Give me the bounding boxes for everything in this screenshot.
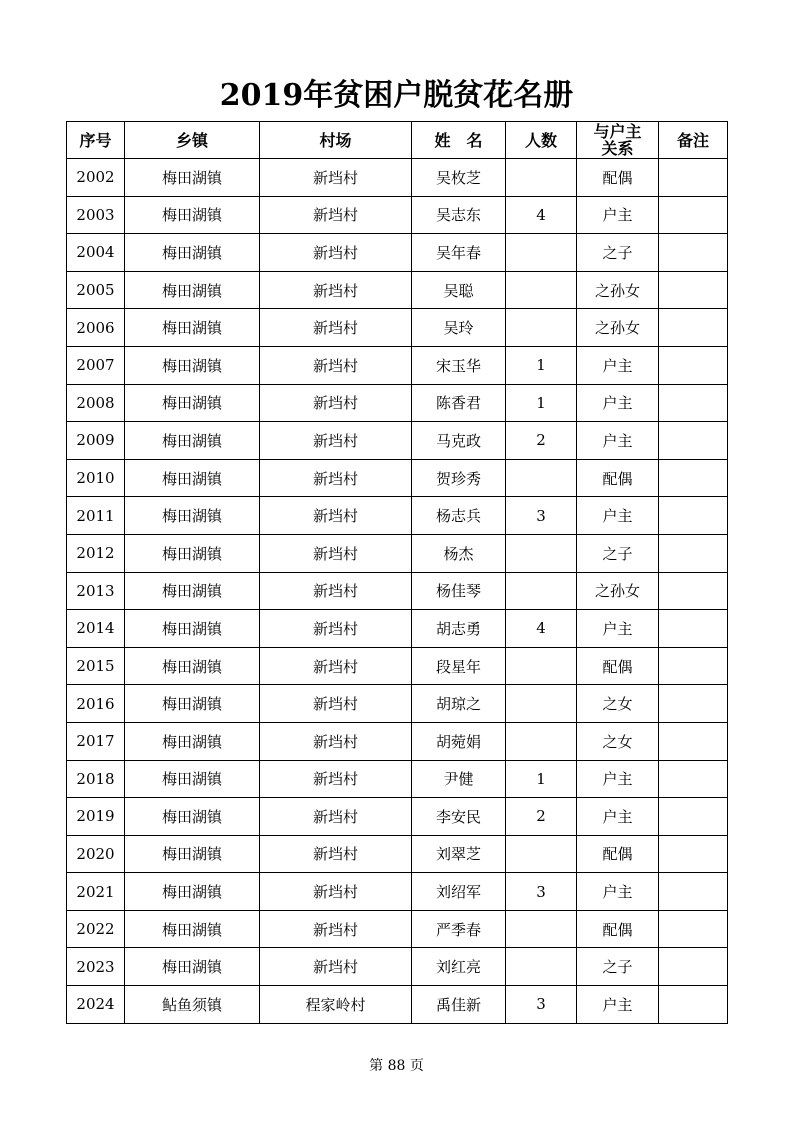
table-row <box>67 910 728 948</box>
relation-cell: 之子 <box>577 234 659 272</box>
remarks-cell <box>659 497 728 535</box>
serial-cell: 2002 <box>67 159 125 197</box>
table-row <box>67 835 728 873</box>
count-cell: 1 <box>506 346 577 384</box>
remarks-cell <box>659 647 728 685</box>
town-cell: 梅田湖镇 <box>125 459 260 497</box>
serial-cell: 2018 <box>67 760 125 798</box>
remarks-cell <box>659 384 728 422</box>
village-cell: 新垱村 <box>260 572 412 610</box>
remarks-cell <box>659 910 728 948</box>
header-name: 姓 名 <box>412 122 506 159</box>
village-cell: 新垱村 <box>260 459 412 497</box>
serial-cell: 2010 <box>67 459 125 497</box>
name-cell: 陈香君 <box>412 384 506 422</box>
town-cell: 梅田湖镇 <box>125 309 260 347</box>
remarks-cell <box>659 534 728 572</box>
town-cell: 梅田湖镇 <box>125 196 260 234</box>
town-cell: 梅田湖镇 <box>125 271 260 309</box>
town-cell: 梅田湖镇 <box>125 873 260 911</box>
name-cell: 刘红亮 <box>412 948 506 986</box>
remarks-cell <box>659 309 728 347</box>
remarks-cell <box>659 948 728 986</box>
count-cell <box>506 835 577 873</box>
serial-cell: 2003 <box>67 196 125 234</box>
table-row <box>67 798 728 836</box>
relation-cell: 户主 <box>577 760 659 798</box>
count-cell <box>506 459 577 497</box>
serial-cell: 2021 <box>67 873 125 911</box>
serial-cell: 2024 <box>67 986 125 1024</box>
table-row <box>67 196 728 234</box>
remarks-cell <box>659 798 728 836</box>
town-cell: 鲇鱼须镇 <box>125 986 260 1024</box>
name-cell: 宋玉华 <box>412 346 506 384</box>
village-cell: 新垱村 <box>260 910 412 948</box>
table-row <box>67 610 728 648</box>
relation-cell: 之孙女 <box>577 309 659 347</box>
town-cell: 梅田湖镇 <box>125 422 260 460</box>
village-cell: 新垱村 <box>260 422 412 460</box>
town-cell: 梅田湖镇 <box>125 647 260 685</box>
table-row <box>67 647 728 685</box>
count-cell: 3 <box>506 986 577 1024</box>
table-row <box>67 497 728 535</box>
table-row <box>67 722 728 760</box>
name-cell: 胡琼之 <box>412 685 506 723</box>
remarks-cell <box>659 459 728 497</box>
count-cell <box>506 234 577 272</box>
name-cell: 吴枚芝 <box>412 159 506 197</box>
name-cell: 段星年 <box>412 647 506 685</box>
relation-cell: 户主 <box>577 497 659 535</box>
count-cell: 3 <box>506 497 577 535</box>
header-town: 乡镇 <box>125 122 260 159</box>
remarks-cell <box>659 760 728 798</box>
remarks-cell <box>659 159 728 197</box>
village-cell: 新垱村 <box>260 722 412 760</box>
relation-cell: 户主 <box>577 610 659 648</box>
relation-cell: 之子 <box>577 948 659 986</box>
roster-table <box>66 121 728 1024</box>
count-cell: 2 <box>506 798 577 836</box>
town-cell: 梅田湖镇 <box>125 760 260 798</box>
town-cell: 梅田湖镇 <box>125 722 260 760</box>
remarks-cell <box>659 422 728 460</box>
table-row <box>67 459 728 497</box>
relation-cell: 之子 <box>577 534 659 572</box>
relation-cell: 户主 <box>577 798 659 836</box>
table-header-row <box>67 122 728 159</box>
serial-cell: 2006 <box>67 309 125 347</box>
count-cell <box>506 534 577 572</box>
serial-cell: 2011 <box>67 497 125 535</box>
count-cell <box>506 685 577 723</box>
serial-cell: 2017 <box>67 722 125 760</box>
name-cell: 杨志兵 <box>412 497 506 535</box>
remarks-cell <box>659 271 728 309</box>
relation-cell: 配偶 <box>577 910 659 948</box>
header-count: 人数 <box>506 122 577 159</box>
village-cell: 新垱村 <box>260 760 412 798</box>
name-cell: 杨佳琴 <box>412 572 506 610</box>
serial-cell: 2013 <box>67 572 125 610</box>
relation-cell: 之孙女 <box>577 271 659 309</box>
serial-cell: 2016 <box>67 685 125 723</box>
name-cell: 吴聪 <box>412 271 506 309</box>
name-cell: 吴玲 <box>412 309 506 347</box>
count-cell: 1 <box>506 760 577 798</box>
relation-cell: 户主 <box>577 873 659 911</box>
name-cell: 刘翠芝 <box>412 835 506 873</box>
count-cell: 4 <box>506 196 577 234</box>
table-row <box>67 572 728 610</box>
town-cell: 梅田湖镇 <box>125 234 260 272</box>
relation-cell: 户主 <box>577 384 659 422</box>
remarks-cell <box>659 873 728 911</box>
town-cell: 梅田湖镇 <box>125 384 260 422</box>
village-cell: 新垱村 <box>260 384 412 422</box>
town-cell: 梅田湖镇 <box>125 497 260 535</box>
village-cell: 新垱村 <box>260 835 412 873</box>
village-cell: 新垱村 <box>260 873 412 911</box>
name-cell: 刘绍军 <box>412 873 506 911</box>
table-body <box>67 159 728 1024</box>
header-village: 村场 <box>260 122 412 159</box>
table-row <box>67 948 728 986</box>
header-serial: 序号 <box>67 122 125 159</box>
table-row <box>67 346 728 384</box>
relation-cell: 配偶 <box>577 159 659 197</box>
village-cell: 新垱村 <box>260 159 412 197</box>
village-cell: 新垱村 <box>260 196 412 234</box>
name-cell: 禹佳新 <box>412 986 506 1024</box>
name-cell: 严季春 <box>412 910 506 948</box>
remarks-cell <box>659 572 728 610</box>
table-row <box>67 760 728 798</box>
village-cell: 新垱村 <box>260 685 412 723</box>
remarks-cell <box>659 685 728 723</box>
table-row <box>67 873 728 911</box>
name-cell: 吴志东 <box>412 196 506 234</box>
serial-cell: 2004 <box>67 234 125 272</box>
relation-cell: 之女 <box>577 685 659 723</box>
count-cell <box>506 572 577 610</box>
village-cell: 新垱村 <box>260 309 412 347</box>
relation-cell: 户主 <box>577 346 659 384</box>
village-cell: 新垱村 <box>260 497 412 535</box>
document-title: 2019年贫困户脱贫花名册 <box>219 78 574 113</box>
count-cell: 2 <box>506 422 577 460</box>
town-cell: 梅田湖镇 <box>125 835 260 873</box>
remarks-cell <box>659 610 728 648</box>
count-cell <box>506 722 577 760</box>
count-cell: 3 <box>506 873 577 911</box>
serial-cell: 2022 <box>67 910 125 948</box>
table-row <box>67 309 728 347</box>
town-cell: 梅田湖镇 <box>125 910 260 948</box>
town-cell: 梅田湖镇 <box>125 610 260 648</box>
village-cell: 新垱村 <box>260 534 412 572</box>
town-cell: 梅田湖镇 <box>125 685 260 723</box>
serial-cell: 2007 <box>67 346 125 384</box>
serial-cell: 2009 <box>67 422 125 460</box>
remarks-cell <box>659 234 728 272</box>
name-cell: 吴年春 <box>412 234 506 272</box>
town-cell: 梅田湖镇 <box>125 159 260 197</box>
serial-cell: 2023 <box>67 948 125 986</box>
town-cell: 梅田湖镇 <box>125 948 260 986</box>
name-cell: 胡菀娟 <box>412 722 506 760</box>
serial-cell: 2005 <box>67 271 125 309</box>
count-cell <box>506 910 577 948</box>
count-cell: 4 <box>506 610 577 648</box>
relation-cell: 户主 <box>577 986 659 1024</box>
header-relation: 与户主 关系 <box>577 122 659 159</box>
village-cell: 新垱村 <box>260 346 412 384</box>
table-row <box>67 986 728 1024</box>
village-cell: 新垱村 <box>260 948 412 986</box>
name-cell: 杨杰 <box>412 534 506 572</box>
remarks-cell <box>659 986 728 1024</box>
village-cell: 程家岭村 <box>260 986 412 1024</box>
count-cell <box>506 647 577 685</box>
table-row <box>67 685 728 723</box>
serial-cell: 2012 <box>67 534 125 572</box>
table-row <box>67 534 728 572</box>
village-cell: 新垱村 <box>260 610 412 648</box>
town-cell: 梅田湖镇 <box>125 534 260 572</box>
serial-cell: 2015 <box>67 647 125 685</box>
table-row <box>67 234 728 272</box>
serial-cell: 2008 <box>67 384 125 422</box>
name-cell: 贺珍秀 <box>412 459 506 497</box>
relation-cell: 之女 <box>577 722 659 760</box>
header-remarks: 备注 <box>659 122 728 159</box>
name-cell: 李安民 <box>412 798 506 836</box>
count-cell: 1 <box>506 384 577 422</box>
town-cell: 梅田湖镇 <box>125 346 260 384</box>
count-cell <box>506 159 577 197</box>
table-row <box>67 159 728 197</box>
name-cell: 尹健 <box>412 760 506 798</box>
table-row <box>67 422 728 460</box>
village-cell: 新垱村 <box>260 271 412 309</box>
village-cell: 新垱村 <box>260 234 412 272</box>
serial-cell: 2020 <box>67 835 125 873</box>
village-cell: 新垱村 <box>260 647 412 685</box>
town-cell: 梅田湖镇 <box>125 798 260 836</box>
relation-cell: 户主 <box>577 196 659 234</box>
serial-cell: 2019 <box>67 798 125 836</box>
name-cell: 马克政 <box>412 422 506 460</box>
relation-cell: 之孙女 <box>577 572 659 610</box>
name-cell: 胡志勇 <box>412 610 506 648</box>
count-cell <box>506 309 577 347</box>
remarks-cell <box>659 196 728 234</box>
serial-cell: 2014 <box>67 610 125 648</box>
page-number: 第 88 页 <box>369 1058 424 1074</box>
village-cell: 新垱村 <box>260 798 412 836</box>
relation-cell: 配偶 <box>577 647 659 685</box>
remarks-cell <box>659 835 728 873</box>
count-cell <box>506 271 577 309</box>
relation-cell: 户主 <box>577 422 659 460</box>
relation-cell: 配偶 <box>577 459 659 497</box>
remarks-cell <box>659 346 728 384</box>
relation-cell: 配偶 <box>577 835 659 873</box>
table-row <box>67 384 728 422</box>
table-row <box>67 271 728 309</box>
count-cell <box>506 948 577 986</box>
remarks-cell <box>659 722 728 760</box>
town-cell: 梅田湖镇 <box>125 572 260 610</box>
